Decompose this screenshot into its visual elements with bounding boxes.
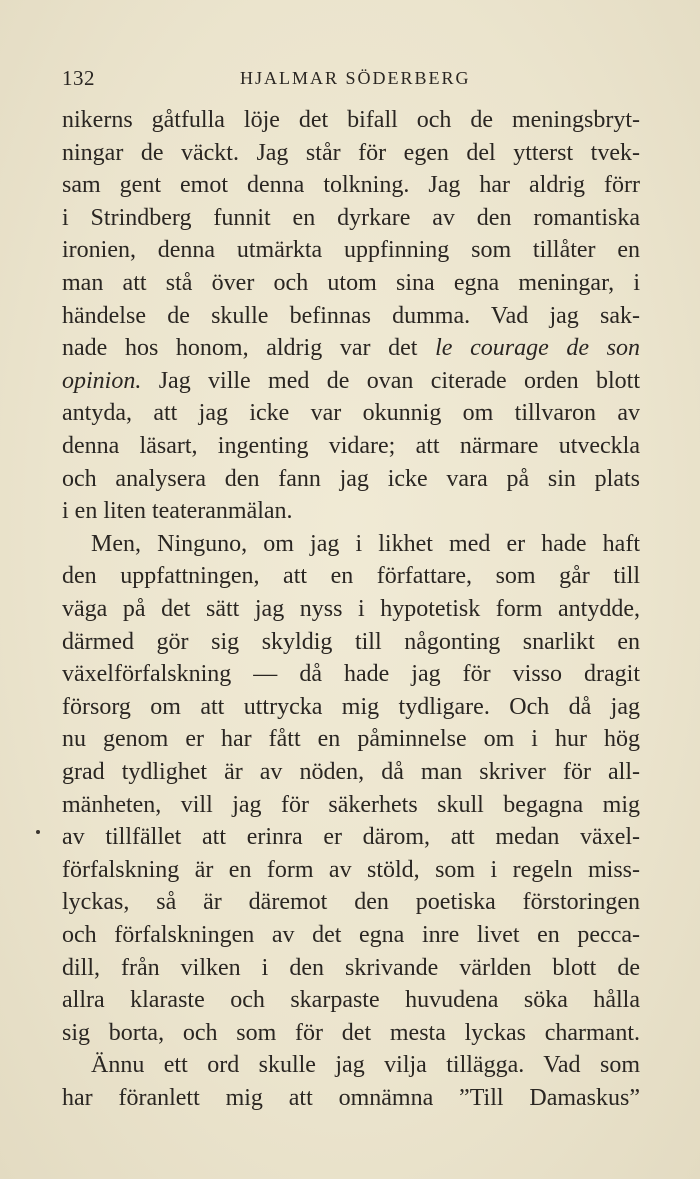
text-line: allra klaraste och skarpaste huvudena söka hålla [62, 987, 640, 1014]
text-line [62, 332, 640, 364]
text-segment: nade hos honom, aldrig var det [62, 335, 418, 362]
paragraph-start-line: Ännu ett ord skulle jag vilja tillägga. Vad som [91, 1052, 640, 1079]
text-line [62, 365, 640, 397]
text-line: sam gent emot denna tolkning. Jag har aldrig förr [62, 172, 640, 199]
text-line: nikerns gåtfulla löje det bifall och de meningsbryt- [62, 107, 640, 133]
paragraph-start-line: Men, Ninguno, om jag i likhet med er hade haft [91, 530, 640, 557]
italic-phrase: opinion. [62, 367, 142, 394]
text-line: i en liten teateranmälan. [62, 498, 293, 525]
text-line: antyda, att jag icke var okunnig om tillvaron av [62, 400, 640, 427]
text-line: och analysera den fann jag icke vara på sin plats [62, 465, 640, 492]
margin-mark [36, 830, 40, 834]
text-line: försorg om att uttrycka mig tydligare. Och då jag [62, 693, 640, 720]
text-line: mänheten, vill jag för säkerhets skull begagna mig [62, 791, 640, 818]
text-line: denna läsart, ingenting vidare; att närmare utveckla [62, 433, 640, 459]
page-number: 132 [62, 66, 95, 90]
text-line: av tillfället att erinra er därom, att medan växel- [62, 824, 640, 851]
text-line: i Strindberg funnit en dyrkare av den romantiska [62, 204, 640, 231]
running-head: HJALMAR SÖDERBERG [240, 68, 471, 88]
text-line: ironien, denna utmärkta uppfinning som tillåter en [62, 237, 640, 264]
text-line: förfalskning är en form av stöld, som i regeln miss- [62, 856, 640, 883]
text-line: den uppfattningen, att en författare, som går till [62, 563, 640, 590]
text-line: nu genom er har fått en påminnelse om i hur hög [62, 726, 640, 753]
text-line: väga på det sätt jag nyss i hypotetisk form antydde, [62, 596, 640, 622]
text-line: sig borta, och som för det mesta lyckas charmant. [62, 1019, 640, 1046]
text-line: och förfalskningen av det egna inre livet en pecca- [62, 922, 640, 948]
text-line: dill, från vilken i den skrivande världen blott de [62, 954, 640, 981]
text-line: händelse de skulle befinnas dumma. Vad jag sak- [62, 302, 640, 329]
page-header [62, 66, 640, 96]
text-line: växelförfalskning — då hade jag för visso dragit [62, 661, 640, 688]
text-line: därmed gör sig skyldig till någonting snarlikt en [62, 628, 640, 655]
text-line: grad tydlighet är av nöden, då man skriver för all- [62, 759, 640, 785]
text-line: man att stå över och utom sina egna meningar, i [62, 270, 640, 296]
text-line: har föranlett mig att omnämna ”Till Damaskus” [62, 1085, 640, 1111]
text-line: ningar de väckt. Jag står för egen del ytterst tvek- [62, 139, 640, 166]
body-text [62, 104, 641, 1111]
text-line: lyckas, så är däremot den poetiska förstoringen [62, 889, 640, 916]
italic-phrase: le courage de son [435, 335, 640, 362]
text-segment: Jag ville med de ovan citerade orden blott [158, 367, 641, 394]
